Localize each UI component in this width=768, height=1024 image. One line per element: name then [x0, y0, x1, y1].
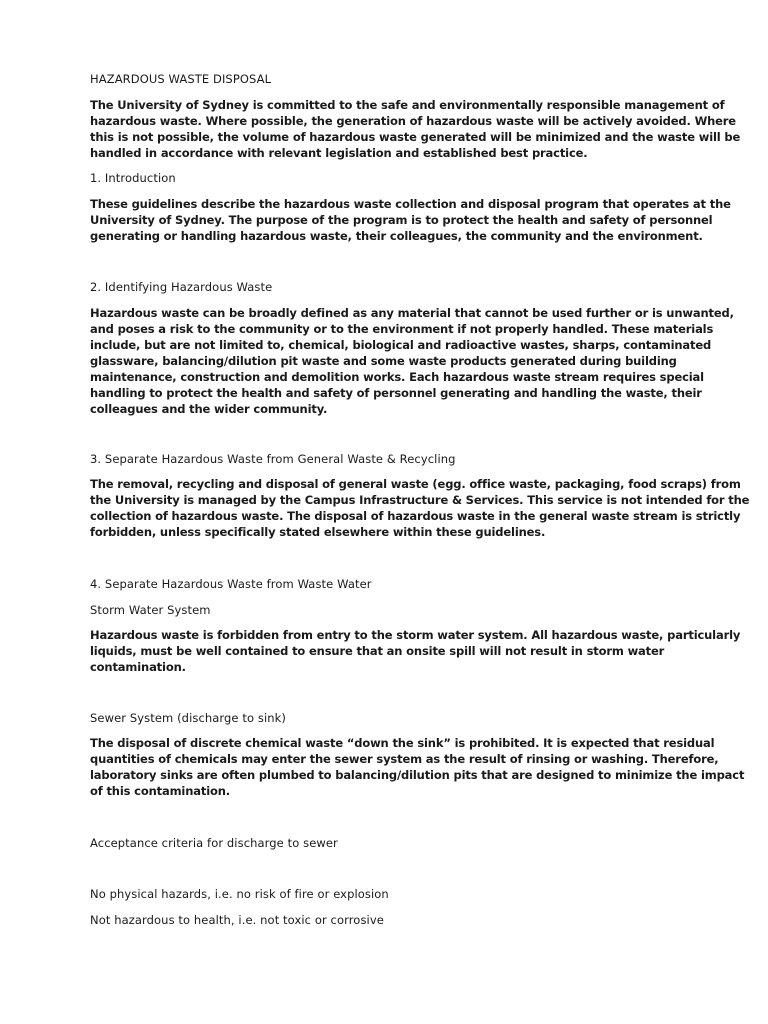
storm-water-line: Hazardous waste is forbidden from entry to the storm water system. All hazardous waste, particularly: [90, 628, 741, 642]
intro-line: hazardous waste. Where possible, the generation of hazardous waste will be actively avoided. Where: [90, 114, 736, 128]
sewer-system-paragraph: [90, 735, 745, 799]
section-2-line: glassware, balancing/dilution pit waste and some waste products generated during building: [90, 354, 677, 368]
section-3-heading: 3. Separate Hazardous Waste from General Waste & Recycling: [90, 452, 456, 466]
section-2-line: include, but are not limited to, chemical, biological and radioactive wastes, sharps, contaminated: [90, 338, 712, 352]
section-2-line: maintenance, construction and demolition works. Each hazardous waste stream requires special: [90, 370, 704, 384]
document-title: HAZARDOUS WASTE DISPOSAL: [90, 72, 272, 86]
section-1-line: University of Sydney. The purpose of the program is to protect the health and safety of personnel: [90, 213, 713, 227]
sewer-system-line: laboratory sinks are often plumbed to balancing/dilution pits that are designed to minimize the impact: [90, 768, 745, 782]
criterion-item: Not hazardous to health, i.e. not toxic or corrosive: [90, 913, 384, 927]
sewer-system-line: of this contamination.: [90, 784, 231, 798]
section-1-paragraph: [90, 196, 731, 244]
section-4-heading: 4. Separate Hazardous Waste from Waste Water: [90, 577, 372, 591]
criterion-item: No physical hazards, i.e. no risk of fire or explosion: [90, 887, 389, 901]
section-3-line: collection of hazardous waste. The disposal of hazardous waste in the general waste stream is strictly: [90, 509, 741, 523]
storm-water-paragraph: [90, 627, 741, 675]
section-2-line: colleagues and the wider community.: [90, 402, 328, 416]
section-2-line: Hazardous waste can be broadly defined as any material that cannot be used further or is unwanted,: [90, 306, 734, 320]
intro-paragraph: [90, 97, 741, 161]
intro-line: handled in accordance with relevant legislation and established best practice.: [90, 146, 588, 160]
sewer-system-line: The disposal of discrete chemical waste “down the sink” is prohibited. It is expected that residual: [90, 736, 715, 750]
section-2-line: and poses a risk to the community or to the environment if not properly handled. These materials: [90, 322, 714, 336]
section-3-line: the University is managed by the Campus Infrastructure & Services. This service is not intended for the: [90, 493, 750, 507]
acceptance-criteria-heading: Acceptance criteria for discharge to sewer: [90, 836, 338, 850]
section-2-line: handling to protect the health and safety of personnel generating and handling the waste, their: [90, 386, 702, 400]
section-2-paragraph: [90, 305, 734, 417]
section-1-line: generating or handling hazardous waste, their colleagues, the community and the environment.: [90, 229, 703, 243]
intro-line: this is not possible, the volume of hazardous waste generated will be minimized and the waste will be: [90, 130, 741, 144]
storm-water-line: contamination.: [90, 660, 186, 674]
sewer-system-line: quantities of chemicals may enter the sewer system as the result of rinsing or washing. Therefore,: [90, 752, 719, 766]
section-3-line: The removal, recycling and disposal of general waste (egg. office waste, packaging, food scraps) from: [90, 477, 741, 491]
section-2-heading: 2. Identifying Hazardous Waste: [90, 280, 273, 294]
section-3-line: forbidden, unless specifically stated elsewhere within these guidelines.: [90, 525, 546, 539]
sewer-system-heading: Sewer System (discharge to sink): [90, 711, 286, 725]
section-1-heading: 1. Introduction: [90, 171, 176, 185]
section-3-paragraph: [90, 476, 750, 540]
intro-line: The University of Sydney is committed to the safe and environmentally responsible management of: [90, 98, 725, 112]
section-1-line: These guidelines describe the hazardous waste collection and disposal program that operates at the: [90, 197, 731, 211]
storm-water-line: liquids, must be well contained to ensure that an onsite spill will not result in storm water: [90, 644, 665, 658]
storm-water-heading: Storm Water System: [90, 603, 211, 617]
